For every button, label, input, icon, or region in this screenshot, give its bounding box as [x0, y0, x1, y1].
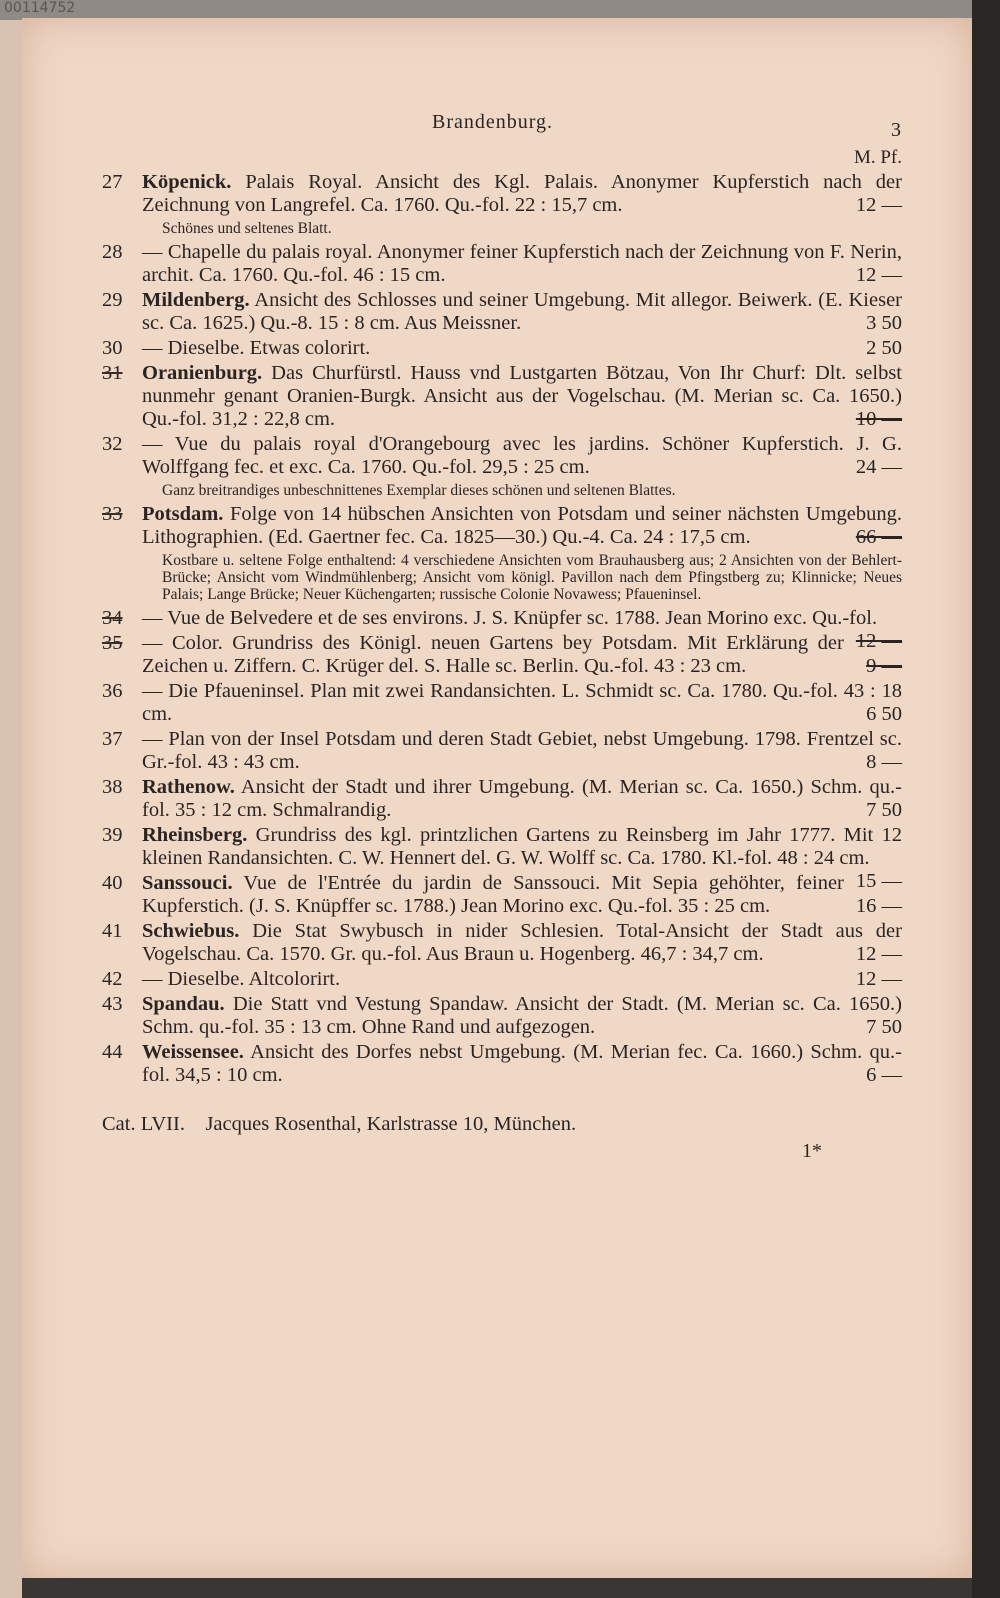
- place-name: Sanssouci.: [142, 872, 233, 894]
- entry-description: Folge von 14 hübschen Ansichten von Potsdam und seiner nächsten Umgebung. Lithographien. (Ed. Gaertner fec. Ca. 1825—30.) Qu.-4. Ca. 24 : 17,5 cm.: [142, 503, 902, 548]
- catalog-entry: [102, 289, 902, 335]
- place-name: Oranienburg.: [142, 362, 263, 384]
- entry-price: 2 50: [866, 337, 902, 359]
- entry-text: [142, 171, 902, 217]
- entry-price: 12 —: [855, 264, 902, 286]
- catalog-entry: [102, 171, 902, 237]
- entry-price: 6 —: [866, 1064, 902, 1086]
- entry-number: 31: [102, 362, 123, 384]
- entry-text: [142, 968, 902, 991]
- entry-description: Grundriss des kgl. printzlichen Gartens zu Reinsberg im Jahr 1777. Mit 12 kleinen Randansichten. C. W. Hennert del. G. W. Wolff sc. Ca. 1780. Kl.-fol. 48 : 24 cm.: [142, 824, 902, 869]
- entry-number: 40: [102, 872, 123, 894]
- entry-text: [142, 362, 902, 431]
- entry-description: — Die Pfaueninsel. Plan mit zwei Randansichten. L. Schmidt sc. Ca. 1780. Qu.-fol. 43 : 18 cm.: [142, 680, 902, 725]
- entry-number: 28: [102, 241, 123, 263]
- entry-description: — Plan von der Insel Potsdam und deren Stadt Gebiet, nebst Umgebung. 1798. Frentzel sc. Gr.-fol. 43 : 43 cm.: [142, 728, 902, 773]
- entry-text: [142, 872, 902, 918]
- catalog-entry: [102, 776, 902, 822]
- entry-text: [142, 503, 902, 549]
- entry-text: [142, 728, 902, 774]
- entry-price: 12 —: [855, 968, 902, 990]
- entry-note: Ganz breitrandiges unbeschnittenes Exemplar dieses schönen und seltenen Blattes.: [162, 482, 676, 499]
- entry-list: [102, 171, 902, 1087]
- entry-text: [142, 433, 902, 479]
- entry-number: 33: [102, 503, 123, 525]
- place-name: Spandau.: [142, 993, 225, 1015]
- entry-number: 42: [102, 968, 123, 990]
- entry-text: [142, 337, 902, 360]
- catalog-footer: [102, 1113, 902, 1136]
- entry-number: 35: [102, 632, 123, 654]
- entry-description: Die Stat Swybusch in nider Schlesien. Total-Ansicht der Stadt aus der Vogelschau. Ca. 1570. Gr. qu.-fol. Aus Braun u. Hogenberg. 46,7 : 34,7 cm.: [142, 920, 902, 965]
- entry-note: Kostbare u. seltene Folge enthaltend: 4 verschiedene Ansichten vom Brauhausberg aus; 2 Ansichten von der Behlert-Brücke; Ansicht vom Windmühlenberg; Ansicht vom königl. Pavillon nach dem Pfingstberg zu; Klinnicke; Neues Palais; Lange Brücke; Neuer Küchengarten; russische Colonie Novawess; Pfaueninsel.: [162, 552, 902, 603]
- entry-text: [142, 632, 902, 678]
- place-name: Köpenick.: [142, 171, 232, 193]
- currency-header: M. Pf.: [853, 147, 902, 168]
- entry-description: Vue de l'Entrée du jardin de Sanssouci. Mit Sepia gehöhter, feiner Kupferstich. (J. S. Knüpffer sc. 1788.) Jean Morino exc. Qu.-fol. 35 : 25 cm.: [142, 872, 844, 917]
- catalog-entry: [102, 993, 902, 1039]
- catalog-entry: [102, 920, 902, 966]
- entry-price: 6 50: [866, 703, 902, 725]
- place-name: Potsdam.: [142, 503, 224, 525]
- entry-text: [142, 993, 902, 1039]
- catalog-entry: [102, 872, 902, 918]
- entry-number: 37: [102, 728, 123, 750]
- entry-description: — Color. Grundriss des Königl. neuen Gartens bey Potsdam. Mit Erklärung der Zeichen u. Ziffern. C. Krüger del. S. Halle sc. Berlin. Qu.-fol. 43 : 23 cm.: [142, 632, 844, 677]
- entry-text: [142, 920, 902, 966]
- entry-price: 12 —: [855, 943, 902, 965]
- place-name: Weissensee.: [142, 1041, 244, 1063]
- entry-price: 7 50: [866, 1016, 902, 1038]
- entry-number: 41: [102, 920, 123, 942]
- entry-price: 66 —: [855, 526, 902, 548]
- entry-number: 27: [102, 171, 123, 193]
- entry-text: [142, 607, 902, 652]
- place-name: Schwiebus.: [142, 920, 240, 942]
- catalog-entry: [102, 1041, 902, 1087]
- place-name: Mildenberg.: [142, 289, 250, 311]
- entry-price: 12 —: [855, 630, 902, 652]
- entry-note: Schönes und seltenes Blatt.: [162, 220, 332, 237]
- catalog-entry: [102, 503, 902, 603]
- catalog-entry: [102, 728, 902, 774]
- entry-description: Das Churfürstl. Hauss vnd Lustgarten Bötzau, Von Ihr Churf: Dlt. selbst nunmehr genant Oranien-Burgk. Ansicht aus der Vogelschau. (M. Merian sc. Ca. 1650.) Qu.-fol. 31,2 : 22,8 cm.: [142, 362, 902, 430]
- entry-price: 7 50: [866, 799, 902, 821]
- catalog-entry: [102, 362, 902, 431]
- entry-text: [142, 241, 902, 287]
- entry-number: 32: [102, 433, 123, 455]
- catalog-entry: [102, 241, 902, 287]
- entry-price: 24 —: [855, 456, 902, 478]
- entry-text: [142, 776, 902, 822]
- running-head: [102, 93, 902, 141]
- place-name: Rathenow.: [142, 776, 235, 798]
- entry-text: [142, 1041, 902, 1087]
- entry-description: — Dieselbe. Etwas colorirt.: [142, 337, 371, 359]
- entry-price: 9 —: [866, 655, 902, 677]
- entry-price: 12 —: [855, 194, 902, 216]
- catalog-entry: [102, 337, 902, 360]
- book-top-edge: [0, 0, 1000, 20]
- entry-price: 3 50: [866, 312, 902, 334]
- entry-number: 34: [102, 607, 123, 629]
- sheet-signature: 1*: [802, 1140, 822, 1162]
- entry-price: 8 —: [866, 751, 902, 773]
- entry-description: Die Statt vnd Vestung Spandaw. Ansicht der Stadt. (M. Merian sc. Ca. 1650.) Schm. qu.-fol. 35 : 13 cm. Ohne Rand und aufgezogen.: [142, 993, 902, 1038]
- publisher-address: Jacques Rosenthal, Karlstrasse 10, München.: [205, 1113, 577, 1135]
- page-number: 3: [891, 119, 902, 141]
- scan-identifier: 00114752: [4, 0, 76, 16]
- entry-number: 29: [102, 289, 123, 311]
- entry-description: — Dieselbe. Altcolorirt.: [142, 968, 341, 990]
- entry-number: 39: [102, 824, 123, 846]
- entry-number: 36: [102, 680, 123, 702]
- entry-number: 38: [102, 776, 123, 798]
- entry-text: [142, 289, 902, 335]
- catalog-page: [22, 18, 972, 1578]
- place-name: Rheinsberg.: [142, 824, 248, 846]
- page-title: Brandenburg.: [432, 111, 554, 133]
- entry-description: Ansicht der Stadt und ihrer Umgebung. (M. Merian sc. Ca. 1650.) Schm. qu.-fol. 35 : 12 cm. Schmalrandig.: [142, 776, 902, 821]
- catalog-number: Cat. LVII.: [102, 1113, 185, 1135]
- entry-description: Ansicht des Schlosses und seiner Umgebung. Mit allegor. Beiwerk. (E. Kieser sc. Ca. 1625.) Qu.-8. 15 : 8 cm. Aus Meissner.: [142, 289, 902, 334]
- catalog-entry: [102, 433, 902, 499]
- book-gutter: [0, 20, 22, 1598]
- entry-text: [142, 680, 902, 726]
- entry-description: — Vue du palais royal d'Orangebourg avec les jardins. Schöner Kupferstich. J. G. Wolffgang fec. et exc. Ca. 1760. Qu.-fol. 29,5 : 25 cm.: [142, 433, 902, 478]
- entry-description: Ansicht des Dorfes nebst Umgebung. (M. Merian fec. Ca. 1660.) Schm. qu.-fol. 34,5 : 10 cm.: [142, 1041, 902, 1086]
- entry-number: 44: [102, 1041, 123, 1063]
- entry-number: 43: [102, 993, 123, 1015]
- page-content: [102, 93, 902, 1163]
- entry-number: 30: [102, 337, 123, 359]
- catalog-entry: [102, 680, 902, 726]
- entry-price: 10 —: [855, 408, 902, 430]
- entry-price: 15 —: [855, 870, 902, 892]
- entry-description: — Vue de Belvedere et de ses environs. J. S. Knüpfer sc. 1788. Jean Morino exc. Qu.-fol.: [142, 607, 878, 629]
- entry-price: 16 —: [855, 895, 902, 917]
- book-edge: [972, 0, 1000, 1598]
- catalog-entry: [102, 632, 902, 678]
- catalog-entry: [102, 968, 902, 991]
- entry-description: — Chapelle du palais royal. Anonymer feiner Kupferstich nach der Zeichnung von F. Nerin, archit. Ca. 1760. Qu.-fol. 46 : 15 cm.: [142, 241, 902, 286]
- entry-description: Palais Royal. Ansicht des Kgl. Palais. Anonymer Kupferstich nach der Zeichnung von Langrefel. Ca. 1760. Qu.-fol. 22 : 15,7 cm.: [142, 171, 902, 216]
